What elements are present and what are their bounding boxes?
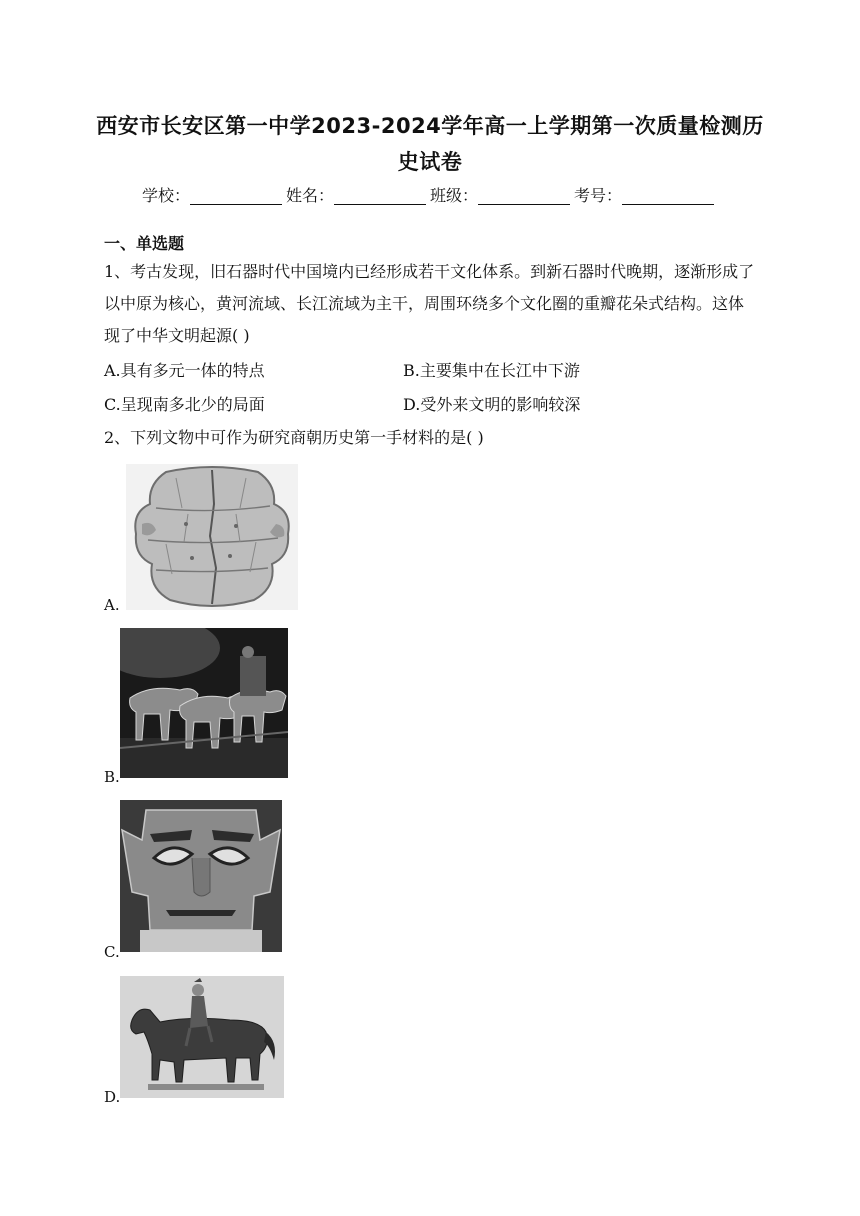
- tang-horse-figurine-image: [120, 976, 284, 1098]
- question-1-option-a: A.具有多元一体的特点: [104, 361, 265, 380]
- class-blank: [478, 186, 570, 205]
- question-2-option-b-letter: B.: [104, 768, 120, 786]
- school-label: 学校：: [141, 186, 190, 205]
- question-2-option-a-letter: A.: [104, 596, 120, 614]
- name-blank: [334, 186, 426, 205]
- class-label: 班级：: [430, 186, 479, 205]
- number-blank: [622, 186, 714, 205]
- number-label: 考号：: [574, 186, 623, 205]
- exam-title: [60, 108, 800, 180]
- question-2-option-c-letter: C.: [104, 943, 120, 961]
- question-1-option-d: D.受外来文明的影响较深: [403, 395, 581, 414]
- question-2-option-d-letter: D.: [104, 1088, 121, 1106]
- question-1-option-b: B.主要集中在长江中下游: [403, 361, 580, 380]
- section-heading: 一、单选题: [104, 234, 185, 253]
- school-blank: [190, 186, 282, 205]
- question-1-stem: 1、考古发现，旧石器时代中国境内已经形成若干文化体系。到新石器时代晚期，逐渐形成了以中原为核心，黄河流域、长江流域为主干，周围环绕多个文化圈的重瓣花朵式结构。这体现了中华文明起源( ): [104, 262, 755, 345]
- bronze-mask-image: [120, 800, 282, 952]
- exam-title-line-2: 史试卷: [397, 150, 463, 174]
- exam-title-line-1: 西安市长安区第一中学2023-2024学年高一上学期第一次质量检测历: [96, 114, 764, 138]
- oracle-bone-image: [126, 464, 298, 610]
- terracotta-chariot-image: [120, 628, 288, 778]
- question-2-stem: 2、下列文物中可作为研究商朝历史第一手材料的是( ): [104, 428, 484, 447]
- question-1-option-c: C.呈现南多北少的局面: [104, 395, 265, 414]
- name-label: 姓名：: [285, 186, 334, 205]
- student-info-row: [0, 184, 860, 208]
